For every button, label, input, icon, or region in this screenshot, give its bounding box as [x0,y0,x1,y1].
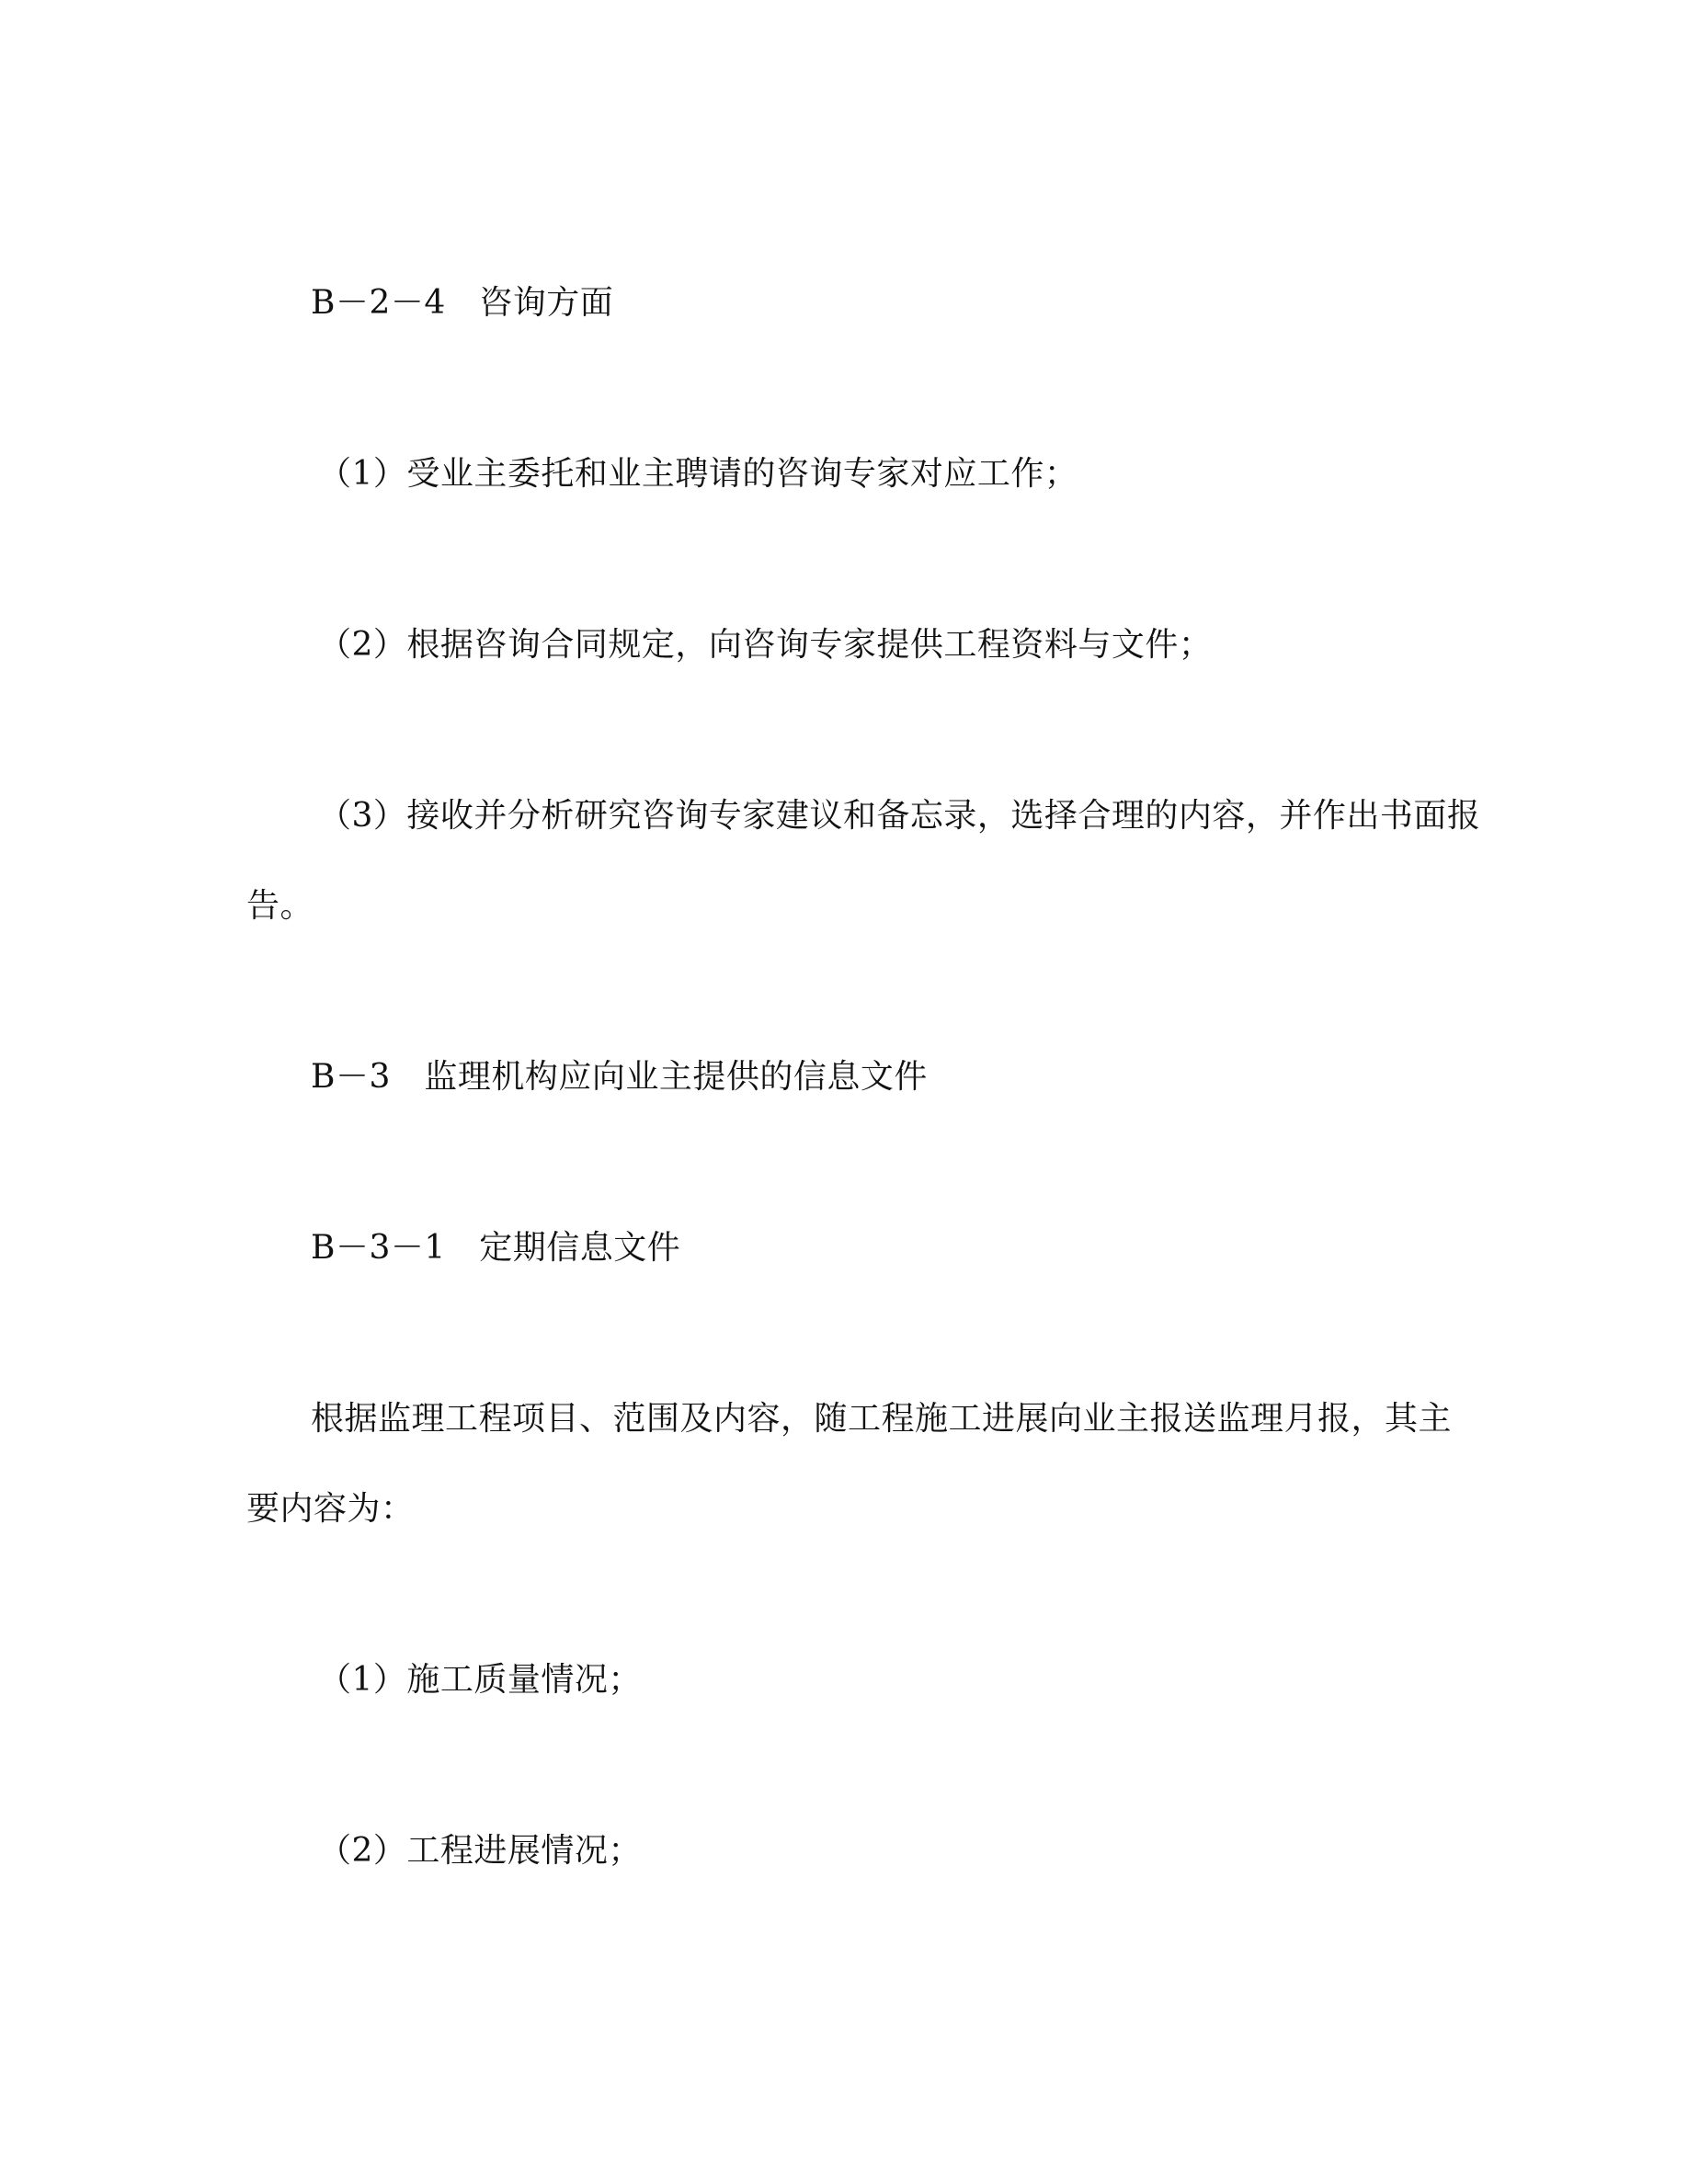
list-item-report-2: （2）工程进展情况； [318,1832,642,1870]
section-heading-b-2-4: B－2－4 咨询方面 [311,284,614,322]
paragraph-monthly-report-continuation: 要内容为： [246,1490,415,1528]
list-item-report-1: （1）施工质量情况； [318,1661,642,1699]
section-heading-b-3-1: B－3－1 定期信息文件 [311,1229,681,1267]
section-heading-b-3: B－3 监理机构应向业主提供的信息文件 [311,1058,928,1096]
list-item-consult-3-continuation: 告。 [246,887,314,925]
list-item-consult-1: （1）受业主委托和业主聘请的咨询专家对应工作； [318,455,1078,493]
paragraph-monthly-report: 根据监理工程项目、范围及内容，随工程施工进展向业主报送监理月报，其主 [311,1400,1453,1438]
list-item-consult-2: （2）根据咨询合同规定，向咨询专家提供工程资料与文件； [318,626,1213,664]
list-item-consult-3: （3）接收并分析研究咨询专家建议和备忘录，选择合理的内容，并作出书面报 [318,797,1481,835]
